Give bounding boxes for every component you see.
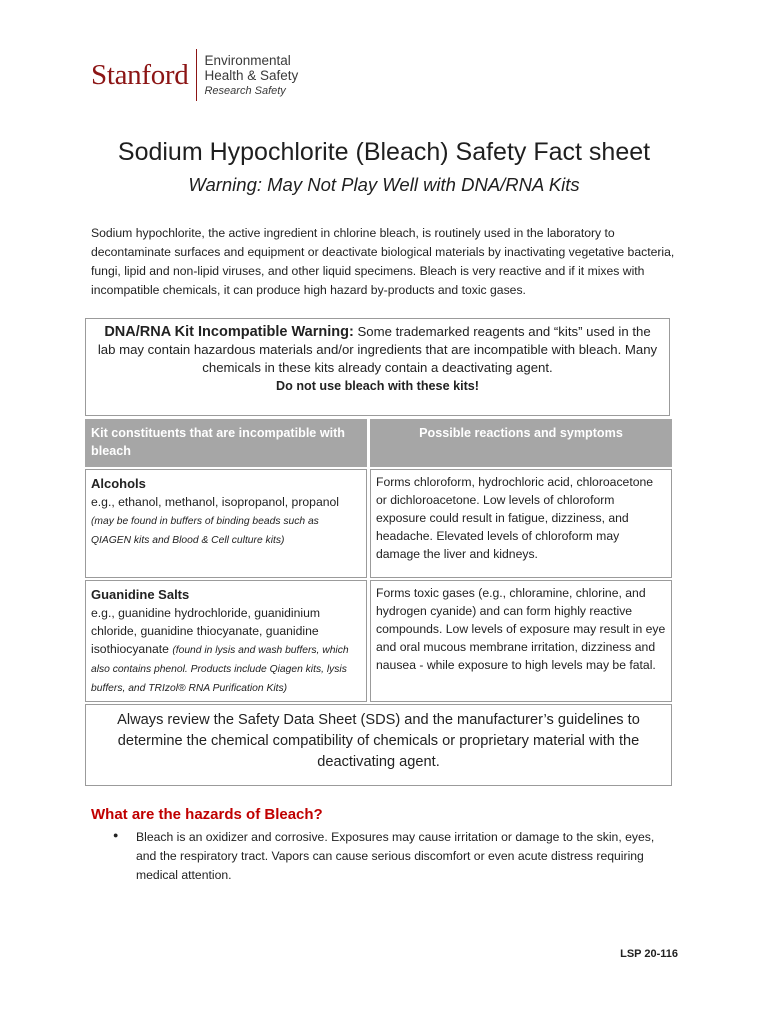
table-header-constituents: Kit constituents that are incompatible with bleach — [85, 419, 367, 467]
hazards-list-item: Bleach is an oxidizer and corrosive. Exposures may cause irritation or damage to the skin, eyes, and the respiratory tract. Vapors can cause serious discomfort or even acute distress requiring medical attention. — [136, 830, 655, 882]
intro-paragraph: Sodium hypochlorite, the active ingredient in chlorine bleach, is routinely used in the laboratory to decontaminate surfaces and equipment or deactivate biological materials by inactivating vegetative bacteria, fungi, lipid and non-lipid viruses, and other liquid specimens. Bleach is very reactive and if it mixes with incompatible chemicals, it can produce high hazard by-products and toxic gases. — [91, 226, 675, 297]
warning-emphasis: Do not use bleach with these kits! — [276, 379, 479, 393]
stanford-ehs-logo — [91, 48, 298, 102]
constituent-examples: e.g., guanidine hydrochloride, guanidinium chloride, guanidine thiocyanate, guanidine isothiocyanate — [91, 606, 321, 656]
table-row-guanidine-constituent — [85, 580, 367, 702]
document-code: LSP 20-116 — [620, 948, 678, 960]
logo-line-research-safety: Research Safety — [204, 84, 286, 97]
kit-incompatible-warning-box — [85, 318, 670, 416]
hazards-list — [113, 828, 673, 885]
logo-line-environmental: Environmental — [204, 52, 291, 68]
logo-line-health-safety: Health & Safety — [204, 68, 299, 84]
constituent-examples: e.g., ethanol, methanol, isopropanol, propanol — [91, 495, 339, 509]
table-row-alcohols-reactions: Forms chloroform, hydrochloric acid, chloroacetone or dichloroacetone. Low levels of chloroform exposure could result in fatigue, dizziness, and headache. Elevated levels of chloroform may damage the liver and kidneys. — [370, 469, 672, 578]
constituent-name: Alcohols — [91, 476, 146, 491]
bullet-dot-icon: ● — [113, 830, 119, 840]
table-header-reactions: Possible reactions and symptoms — [370, 419, 672, 467]
logo-divider — [196, 49, 197, 101]
sds-review-box: Always review the Safety Data Sheet (SDS) and the manufacturer’s guidelines to determine the chemical compatibility of chemicals or proprietary material with the deactivating agent. — [85, 704, 672, 786]
page-subtitle: Warning: May Not Play Well with DNA/RNA Kits — [188, 174, 580, 195]
warning-body: Some trademarked reagents and “kits” used in the lab may contain hazardous materials and/or ingredients that are incompatible with bleach. Many chemicals in these kits already contain a deactivating agent. — [97, 324, 658, 375]
table-row-guanidine-reactions: Forms toxic gases (e.g., chloramine, chlorine, and hydrogen cyanide) and can form highly reactive compounds. Low levels of exposure may result in eye and oral mucous membrane irritation, dizziness and nausea - while exposure to high levels may be fatal. — [370, 580, 672, 702]
warning-heading: DNA/RNA Kit Incompatible Warning: — [104, 324, 354, 340]
constituent-note: (found in lysis and wash buffers, which also contains phenol. Products include Qiagen kits, lysis buffers, and TRIzol® RNA Purification Kits) — [91, 645, 349, 694]
constituent-note: (may be found in buffers of binding beads such as QIAGEN kits and Blood & Cell culture kits) — [91, 516, 319, 546]
logo-wordmark: Stanford — [91, 58, 189, 91]
constituent-name: Guanidine Salts — [91, 587, 190, 602]
logo-department — [204, 53, 298, 98]
hazards-heading: What are the hazards of Bleach? — [91, 806, 323, 823]
table-row-alcohols-constituent — [85, 469, 367, 578]
page-title: Sodium Hypochlorite (Bleach) Safety Fact sheet — [117, 138, 651, 166]
